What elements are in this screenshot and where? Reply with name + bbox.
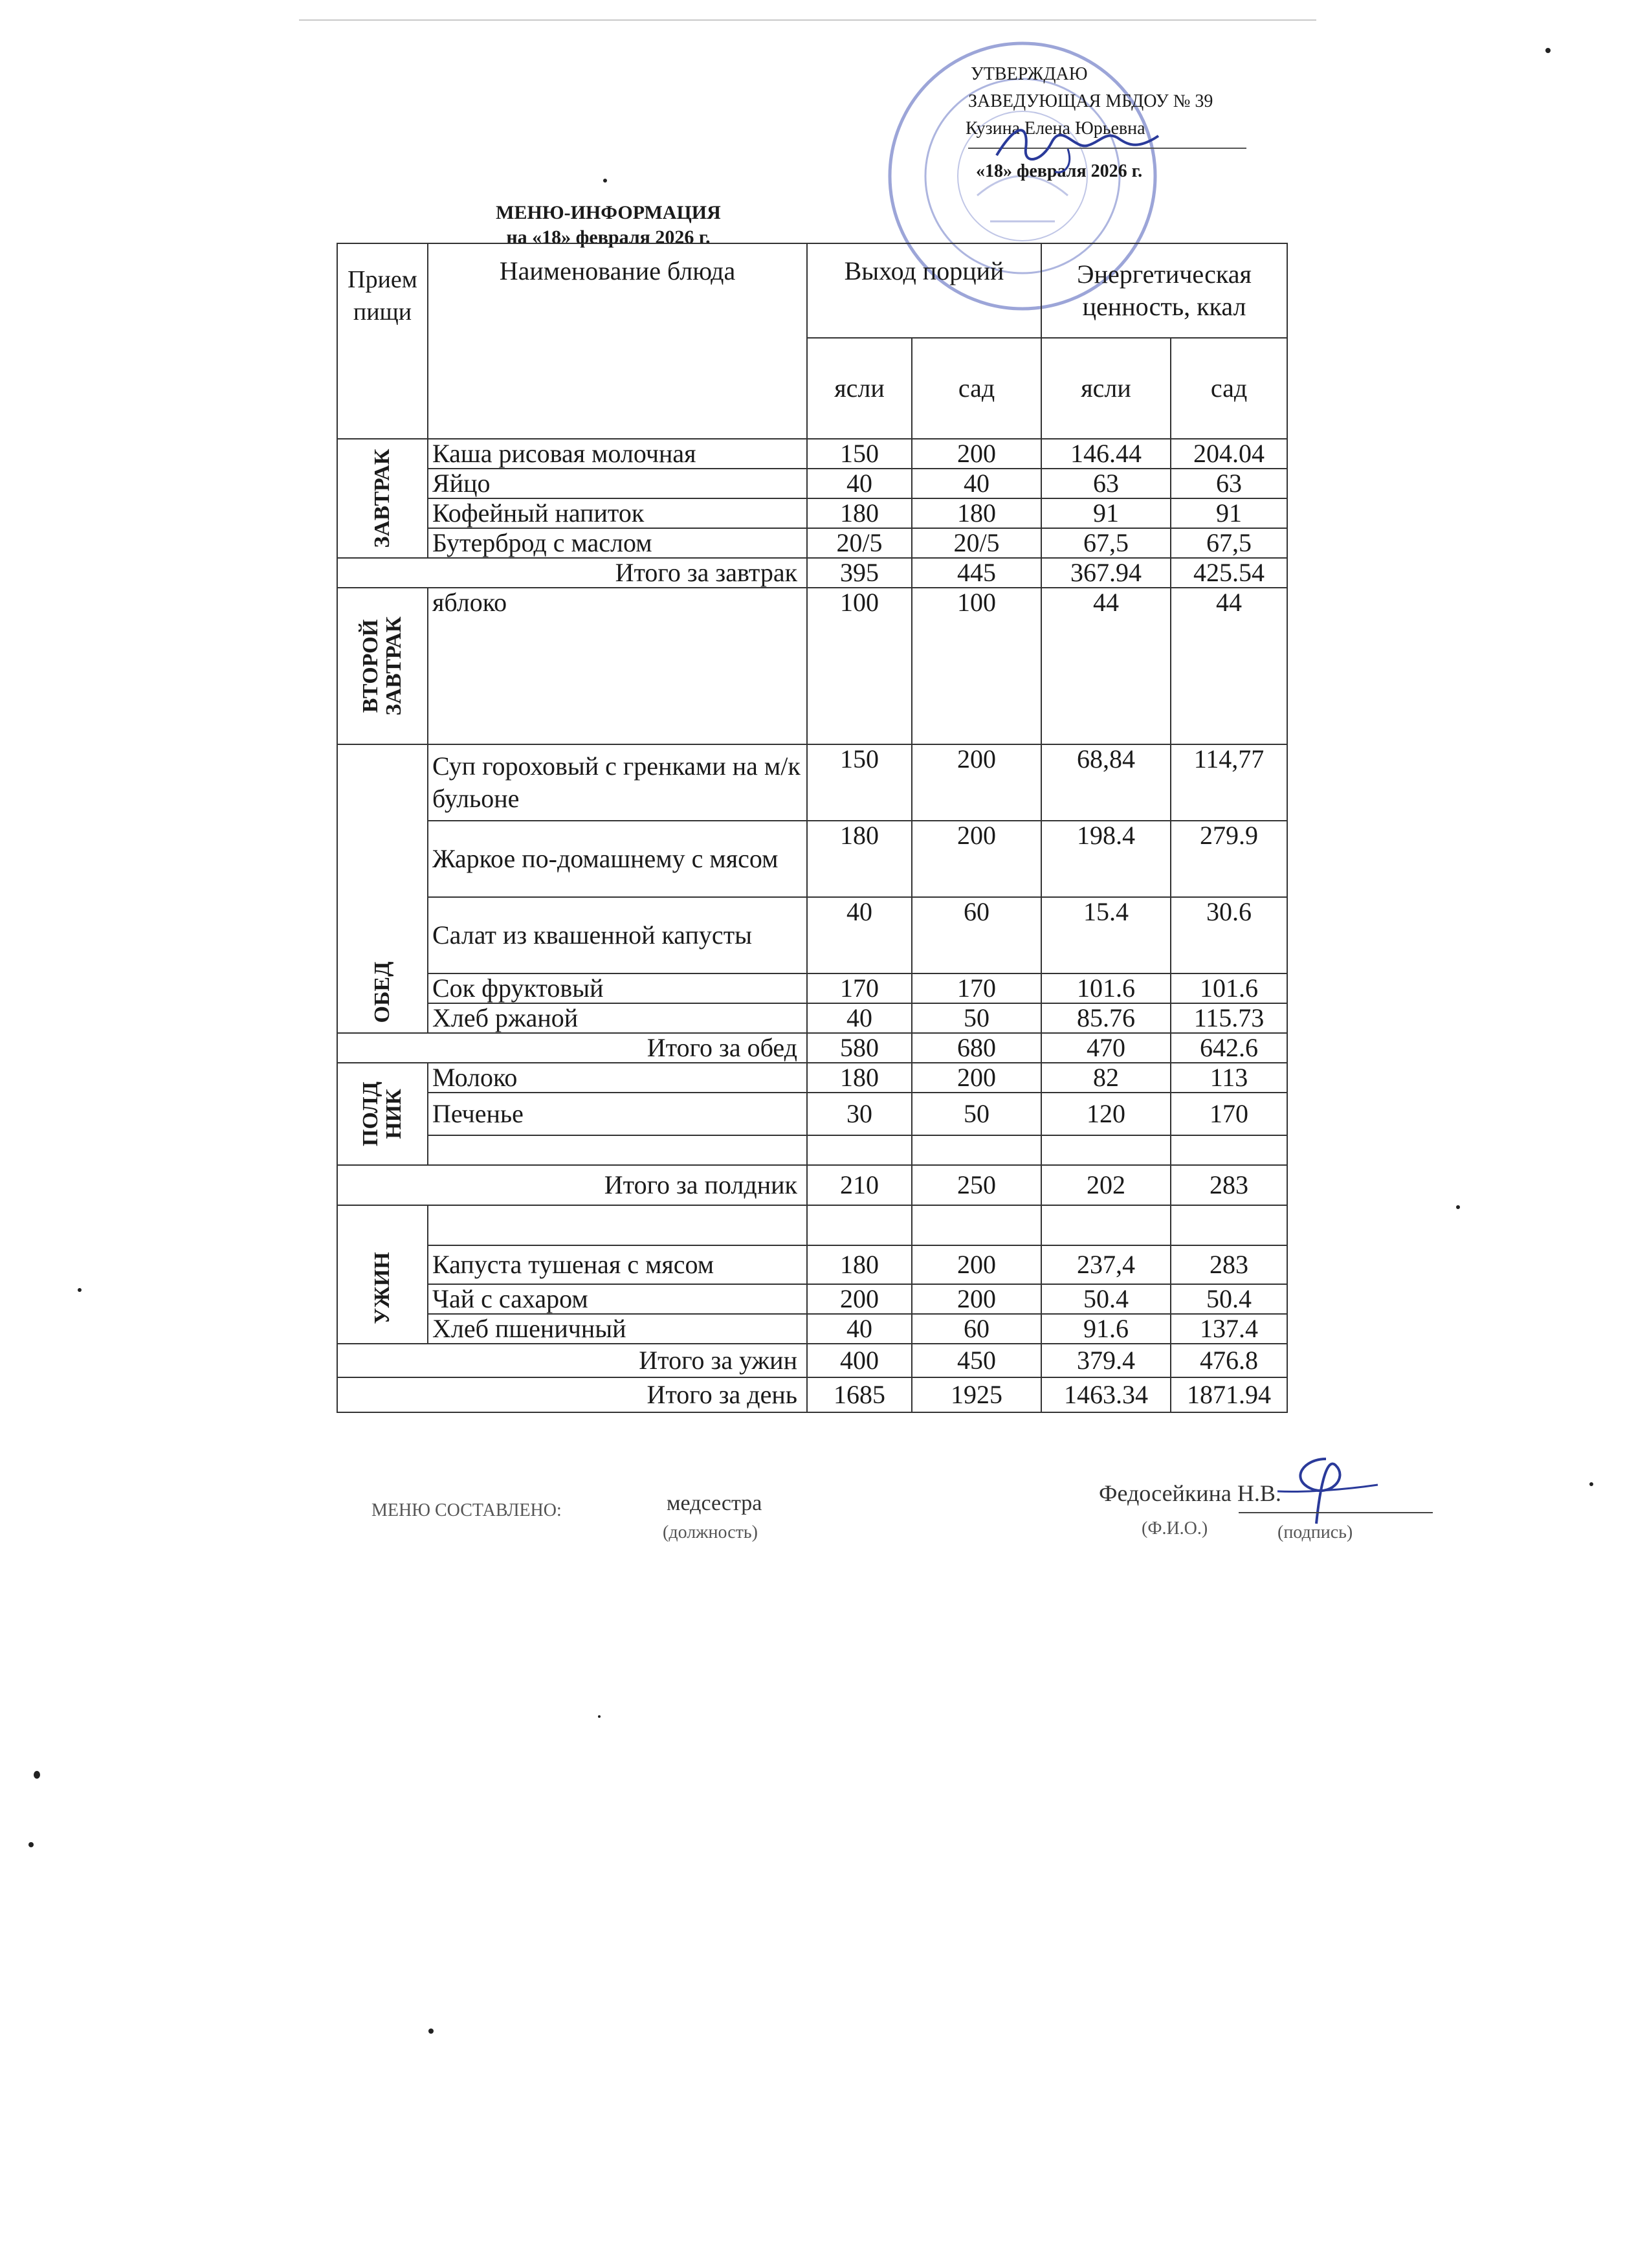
output-garden: 50 — [912, 1093, 1041, 1135]
energy-nursery: 68,84 — [1041, 744, 1171, 821]
table-row — [337, 1284, 1287, 1314]
composer-signature-icon — [1265, 1452, 1381, 1530]
energy-garden: 67,5 — [1171, 528, 1287, 558]
energy-garden-empty — [1171, 1135, 1287, 1165]
energy-garden: 30.6 — [1171, 897, 1287, 973]
approval-date: «18» февраля 2026 г. — [976, 161, 1143, 181]
energy-garden-empty — [1171, 1205, 1287, 1245]
output-garden: 200 — [912, 1063, 1041, 1093]
sub-garden-output: сад — [912, 338, 1041, 439]
table-row — [337, 1063, 1287, 1093]
output-garden: 180 — [912, 498, 1041, 528]
table-row — [337, 973, 1287, 1003]
table-header-row — [337, 243, 1287, 338]
energy-nursery: 82 — [1041, 1063, 1171, 1093]
total-energy-garden: 476.8 — [1171, 1344, 1287, 1377]
day-total-energy-garden: 1871.94 — [1171, 1377, 1287, 1412]
energy-nursery: 91 — [1041, 498, 1171, 528]
output-nursery-empty — [807, 1205, 912, 1245]
energy-garden: 170 — [1171, 1093, 1287, 1135]
top-border-line — [299, 19, 1316, 21]
name-value: Федосейкина Н.В. — [1099, 1480, 1281, 1506]
energy-nursery-empty — [1041, 1135, 1171, 1165]
total-row-dinner — [337, 1344, 1287, 1377]
total-row-snack — [337, 1165, 1287, 1205]
total-output-nursery: 395 — [807, 558, 912, 588]
total-output-nursery: 400 — [807, 1344, 912, 1377]
energy-garden: 283 — [1171, 1245, 1287, 1284]
total-energy-nursery: 202 — [1041, 1165, 1171, 1205]
meal-dinner — [337, 1205, 428, 1344]
header-meal: Прием пищи — [337, 243, 428, 439]
energy-nursery: 15.4 — [1041, 897, 1171, 973]
energy-garden: 44 — [1171, 588, 1287, 744]
table-row — [337, 1245, 1287, 1284]
dish-name-empty — [428, 1205, 807, 1245]
output-garden: 50 — [912, 1003, 1041, 1033]
energy-nursery: 44 — [1041, 588, 1171, 744]
output-nursery: 100 — [807, 588, 912, 744]
table-row — [337, 588, 1287, 744]
day-total-label: Итого за день — [337, 1377, 807, 1412]
total-label: Итого за полдник — [337, 1165, 807, 1205]
energy-garden: 114,77 — [1171, 744, 1287, 821]
output-garden: 170 — [912, 973, 1041, 1003]
output-nursery: 30 — [807, 1093, 912, 1135]
table-row — [337, 744, 1287, 821]
position-caption: (должность) — [663, 1522, 758, 1542]
header-dish: Наименование блюда — [428, 243, 807, 439]
output-nursery: 40 — [807, 1003, 912, 1033]
total-energy-garden: 642.6 — [1171, 1033, 1287, 1063]
output-garden: 200 — [912, 744, 1041, 821]
total-energy-garden: 283 — [1171, 1165, 1287, 1205]
table-row — [337, 821, 1287, 897]
table-row — [337, 1314, 1287, 1344]
dish-name: Суп гороховый с гренками на м/к бульоне — [428, 744, 807, 821]
energy-garden: 91 — [1171, 498, 1287, 528]
sub-garden-energy: сад — [1171, 338, 1287, 439]
signature-caption: (подпись) — [1277, 1522, 1353, 1542]
approval-title: УТВЕРЖДАЮ — [971, 64, 1088, 84]
total-energy-nursery: 379.4 — [1041, 1344, 1171, 1377]
scan-speck — [28, 1842, 34, 1847]
footer-signatures — [371, 1480, 1353, 1556]
total-output-garden: 680 — [912, 1033, 1041, 1063]
dish-name: Хлеб пшеничный — [428, 1314, 807, 1344]
name-caption: (Ф.И.О.) — [1142, 1518, 1208, 1539]
energy-garden: 113 — [1171, 1063, 1287, 1093]
composed-label: МЕНЮ СОСТАВЛЕНО: — [371, 1500, 562, 1520]
dish-name: яблоко — [428, 588, 807, 744]
day-total-output-garden: 1925 — [912, 1377, 1041, 1412]
dish-name: Салат из квашенной капусты — [428, 897, 807, 973]
total-energy-nursery: 470 — [1041, 1033, 1171, 1063]
energy-nursery: 85.76 — [1041, 1003, 1171, 1033]
dish-name: Сок фруктовый — [428, 973, 807, 1003]
output-nursery: 180 — [807, 1245, 912, 1284]
energy-nursery: 101.6 — [1041, 973, 1171, 1003]
output-nursery: 170 — [807, 973, 912, 1003]
table-row-empty — [337, 1135, 1287, 1165]
table-row-empty — [337, 1205, 1287, 1245]
energy-garden: 101.6 — [1171, 973, 1287, 1003]
day-total-energy-nursery: 1463.34 — [1041, 1377, 1171, 1412]
total-output-garden: 450 — [912, 1344, 1041, 1377]
approval-position: ЗАВЕДУЮЩАЯ МБДОУ № 39 — [968, 91, 1213, 111]
dish-name: Печенье — [428, 1093, 807, 1135]
output-nursery: 180 — [807, 498, 912, 528]
table-row — [337, 1093, 1287, 1135]
scan-speck — [78, 1288, 82, 1292]
total-label: Итого за обед — [337, 1033, 807, 1063]
output-nursery: 20/5 — [807, 528, 912, 558]
total-output-garden: 445 — [912, 558, 1041, 588]
position-value: медсестра — [667, 1491, 762, 1515]
approval-person: Кузина Елена Юрьевна — [966, 118, 1145, 139]
total-label: Итого за завтрак — [337, 558, 807, 588]
scan-speck — [1456, 1205, 1460, 1209]
header-energy: Энергетическая ценность, ккал — [1041, 243, 1287, 338]
output-nursery: 200 — [807, 1284, 912, 1314]
meal-snack — [337, 1063, 428, 1165]
dish-name: Молоко — [428, 1063, 807, 1093]
meal-second-breakfast — [337, 588, 428, 744]
table-row — [337, 439, 1287, 469]
document-title: МЕНЮ-ИНФОРМАЦИЯ — [496, 202, 721, 223]
output-nursery: 180 — [807, 821, 912, 897]
dish-name: Каша рисовая молочная — [428, 439, 807, 469]
output-nursery-empty — [807, 1135, 912, 1165]
output-nursery: 40 — [807, 897, 912, 973]
output-garden-empty — [912, 1135, 1041, 1165]
sub-nursery-output: ясли — [807, 338, 912, 439]
total-label: Итого за ужин — [337, 1344, 807, 1377]
meal-dinner-label: УЖИН — [370, 1252, 394, 1324]
energy-garden: 279.9 — [1171, 821, 1287, 897]
scan-speck — [428, 2029, 434, 2034]
menu-table — [337, 243, 1288, 1413]
sub-nursery-energy: ясли — [1041, 338, 1171, 439]
header-output: Выход порций — [807, 243, 1041, 338]
output-garden: 60 — [912, 1314, 1041, 1344]
meal-snack-label: ПОЛД НИК — [359, 1082, 406, 1146]
total-row-lunch — [337, 1033, 1287, 1063]
table-row — [337, 469, 1287, 498]
meal-lunch — [337, 744, 428, 1033]
output-garden: 200 — [912, 1245, 1041, 1284]
energy-nursery-empty — [1041, 1205, 1171, 1245]
energy-nursery: 120 — [1041, 1093, 1171, 1135]
total-output-nursery: 580 — [807, 1033, 912, 1063]
energy-nursery: 67,5 — [1041, 528, 1171, 558]
output-garden: 200 — [912, 439, 1041, 469]
energy-nursery: 50.4 — [1041, 1284, 1171, 1314]
meal-breakfast-label: ЗАВТРАК — [370, 449, 394, 548]
energy-garden: 63 — [1171, 469, 1287, 498]
meal-breakfast — [337, 439, 428, 558]
energy-garden: 50.4 — [1171, 1284, 1287, 1314]
output-nursery: 150 — [807, 439, 912, 469]
signature-line — [1239, 1512, 1433, 1513]
dish-name: Яйцо — [428, 469, 807, 498]
table-row — [337, 897, 1287, 973]
total-output-nursery: 210 — [807, 1165, 912, 1205]
dish-name: Бутерброд с маслом — [428, 528, 807, 558]
scan-speck — [603, 179, 607, 183]
energy-garden: 115.73 — [1171, 1003, 1287, 1033]
dish-name: Капуста тушеная с мясом — [428, 1245, 807, 1284]
output-garden: 40 — [912, 469, 1041, 498]
table-row — [337, 1003, 1287, 1033]
total-energy-nursery: 367.94 — [1041, 558, 1171, 588]
total-energy-garden: 425.54 — [1171, 558, 1287, 588]
total-row-breakfast — [337, 558, 1287, 588]
meal-second-breakfast-label: ВТОРОЙ ЗАВТРАК — [359, 616, 406, 716]
dish-name: Жаркое по-домашнему с мясом — [428, 821, 807, 897]
total-output-garden: 250 — [912, 1165, 1041, 1205]
dish-name: Чай с сахаром — [428, 1284, 807, 1314]
energy-garden: 204.04 — [1171, 439, 1287, 469]
scan-speck — [1589, 1482, 1593, 1486]
output-nursery: 150 — [807, 744, 912, 821]
output-garden: 60 — [912, 897, 1041, 973]
scan-speck — [598, 1715, 601, 1718]
energy-nursery: 237,4 — [1041, 1245, 1171, 1284]
energy-nursery: 91.6 — [1041, 1314, 1171, 1344]
output-nursery: 180 — [807, 1063, 912, 1093]
dish-name-empty — [428, 1135, 807, 1165]
energy-nursery: 146.44 — [1041, 439, 1171, 469]
scan-speck — [34, 1771, 40, 1779]
output-garden: 200 — [912, 1284, 1041, 1314]
output-garden: 20/5 — [912, 528, 1041, 558]
dish-name: Кофейный напиток — [428, 498, 807, 528]
output-garden-empty — [912, 1205, 1041, 1245]
dish-name: Хлеб ржаной — [428, 1003, 807, 1033]
table-row — [337, 498, 1287, 528]
output-nursery: 40 — [807, 1314, 912, 1344]
table-row — [337, 528, 1287, 558]
output-garden: 100 — [912, 588, 1041, 744]
energy-nursery: 63 — [1041, 469, 1171, 498]
document-date: на «18» февраля 2026 г. — [506, 227, 711, 248]
output-nursery: 40 — [807, 469, 912, 498]
scan-speck — [1545, 48, 1551, 53]
total-row-day — [337, 1377, 1287, 1412]
meal-lunch-label: ОБЕД — [370, 961, 394, 1023]
day-total-output-nursery: 1685 — [807, 1377, 912, 1412]
energy-garden: 137.4 — [1171, 1314, 1287, 1344]
approval-signature-icon — [990, 110, 1184, 181]
output-garden: 200 — [912, 821, 1041, 897]
energy-nursery: 198.4 — [1041, 821, 1171, 897]
